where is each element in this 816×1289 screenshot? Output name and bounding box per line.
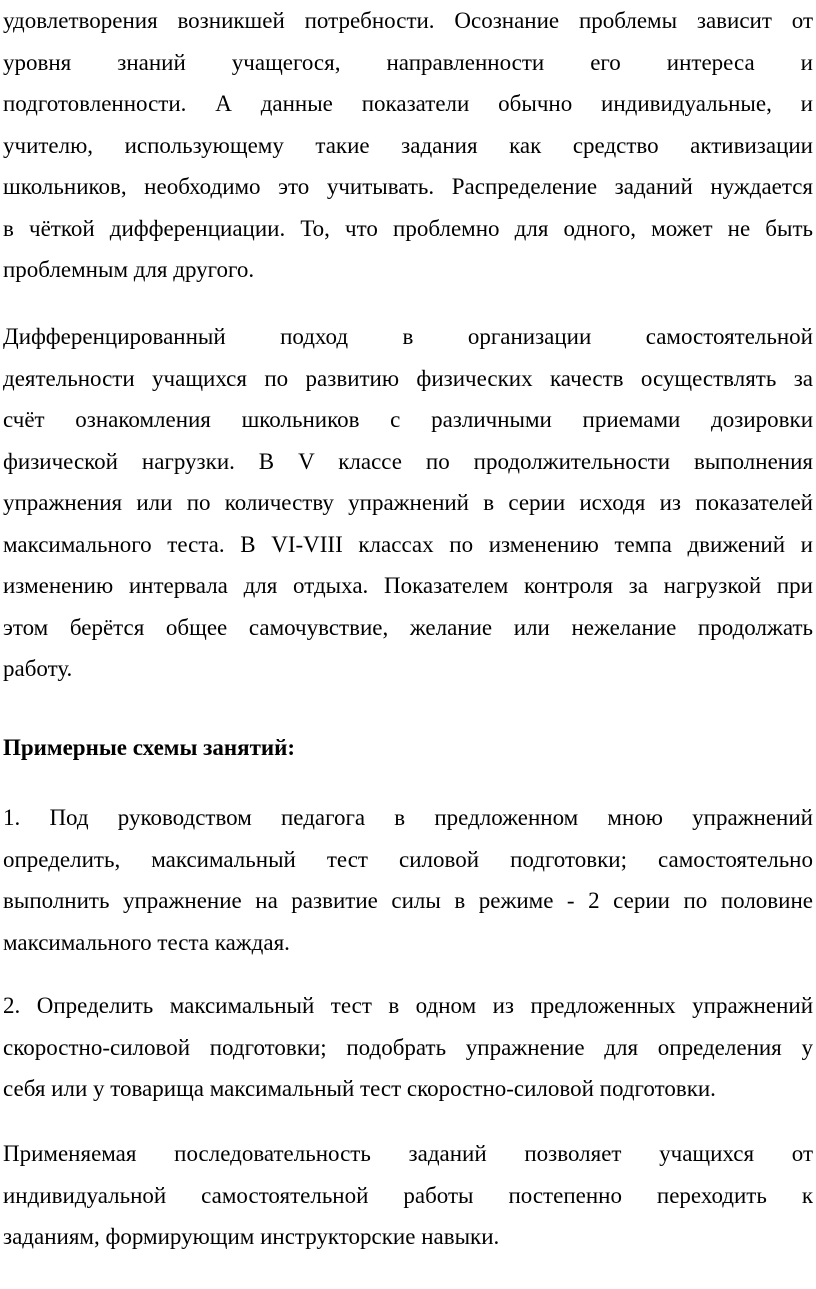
text-line: индивидуальной самостоятельной работы постепенно переходить к: [3, 1182, 813, 1208]
text-line: 1. Под руководством педагога в предложенном мною упражнений: [3, 805, 813, 830]
list-item-1: [3, 797, 813, 963]
text-line: Дифференцированный подход в организации самостоятельной: [3, 324, 813, 349]
text-line: максимального теста каждая.: [3, 929, 290, 955]
text-line: заданиям, формирующим инструкторские навыки.: [3, 1224, 500, 1249]
text-line: уровня знаний учащегося, направленности его интереса и: [3, 49, 813, 75]
paragraph-problem-awareness: [3, 0, 813, 291]
text-line: выполнить упражнение на развитие силы в режиме - 2 серии по половине: [3, 888, 813, 913]
text-line: работу.: [3, 656, 73, 681]
text-line: упражнения или по количеству упражнений в серии исходя из показателей: [3, 490, 813, 515]
list-item-2: [3, 985, 813, 1110]
text-line: деятельности учащихся по развитию физических качеств осуществлять за: [3, 365, 813, 391]
text-line: максимального теста. В VI-VIII классах по изменению темпа движений и: [3, 531, 813, 557]
text-line: этом берётся общее самочувствие, желание или нежелание продолжать: [3, 614, 813, 640]
text-line: определить, максимальный тест силовой подготовки; самостоятельно: [3, 846, 813, 872]
text-line: 2. Определить максимальный тест в одном из предложенных упражнений: [3, 993, 813, 1018]
paragraph-task-sequence: [3, 1133, 813, 1258]
text-line: изменению интервала для отдыха. Показателем контроля за нагрузкой при: [3, 573, 813, 598]
paragraph-differentiated-approach: [3, 316, 813, 690]
text-line: Применяемая последовательность заданий позволяет учащихся от: [3, 1141, 813, 1166]
text-line: счёт ознакомления школьников с различными приемами дозировки: [3, 407, 813, 432]
text-line: проблемным для другого.: [3, 257, 255, 282]
text-line: удовлетворения возникшей потребности. Осознание проблемы зависит от: [3, 8, 813, 33]
section-heading: Примерные схемы занятий:: [3, 735, 296, 760]
text-line: себя или у товарища максимальный тест скоростно-силовой подготовки.: [3, 1076, 716, 1101]
text-line: учителю, использующему такие задания как средство активизации: [3, 132, 813, 158]
text-line: скоростно-силовой подготовки; подобрать упражнение для определения у: [3, 1034, 813, 1060]
text-line: подготовленности. А данные показатели обычно индивидуальные, и: [3, 91, 813, 116]
text-line: в чёткой дифференциации. То, что проблемно для одного, может не быть: [3, 215, 813, 241]
text-line: школьников, необходимо это учитывать. Распределение заданий нуждается: [3, 174, 813, 199]
text-line: физической нагрузки. В V классе по продолжительности выполнения: [3, 448, 813, 474]
